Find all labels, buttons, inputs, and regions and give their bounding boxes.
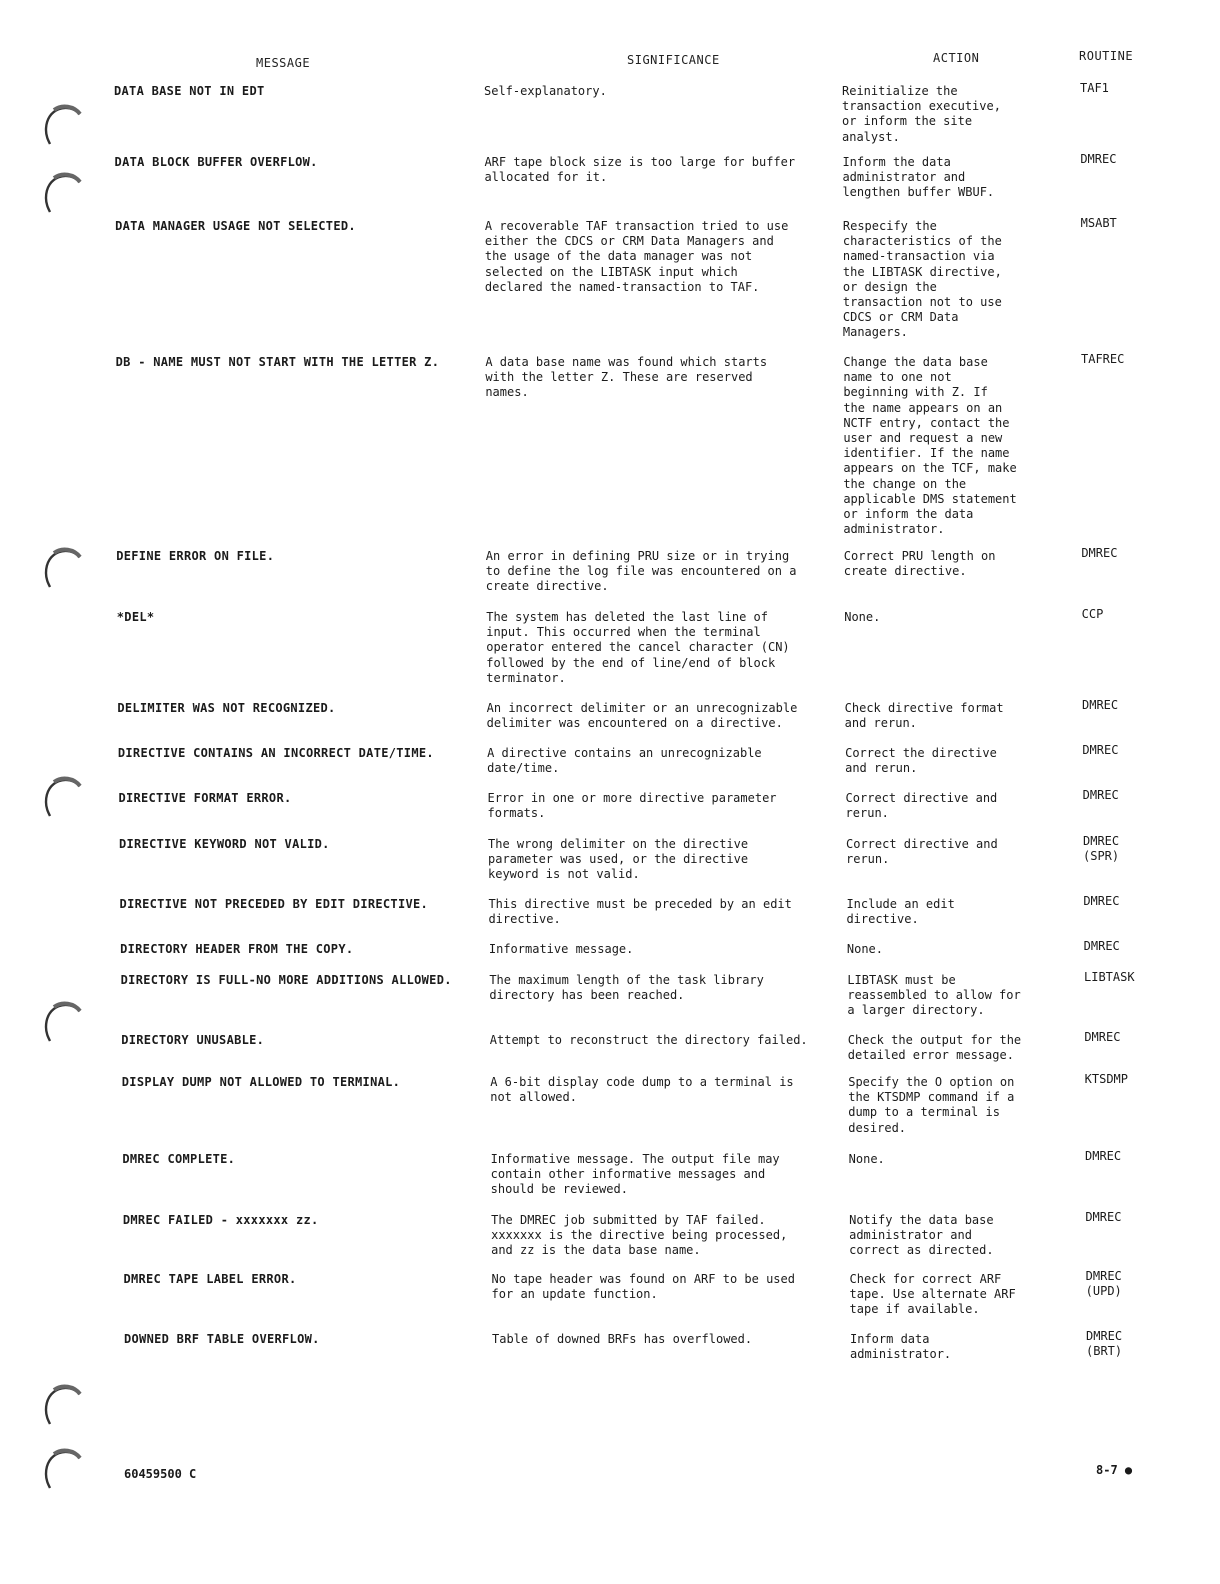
message-cell: DIRECTORY UNUSABLE. [121, 1033, 265, 1047]
message-cell: DIRECTIVE CONTAINS AN INCORRECT DATE/TIME. [117, 746, 434, 760]
message-cell: DATA BASE NOT IN EDT [114, 84, 265, 98]
routine-cell: LIBTASK [1084, 970, 1135, 984]
significance-cell: This directive must be preceded by an edit directive. [488, 897, 792, 927]
binder-punch-mark [40, 997, 84, 1045]
action-cell: None. [846, 942, 883, 956]
routine-cell: DMREC [1085, 1149, 1122, 1163]
message-cell: DATA BLOCK BUFFER OVERFLOW. [114, 155, 318, 169]
action-cell: Correct directive and rerun. [845, 791, 998, 821]
routine-cell: DMREC [1082, 698, 1119, 712]
action-cell: None. [844, 610, 881, 624]
header-routine: ROUTINE [1079, 49, 1134, 63]
significance-cell: An error in defining PRU size or in trying to define the log file was encountered on a create directive. [485, 549, 797, 594]
message-cell: DATA MANAGER USAGE NOT SELECTED. [115, 219, 356, 233]
significance-cell: The maximum length of the task library directory has been reached. [489, 973, 764, 1003]
significance-cell: Self-explanatory. [484, 84, 607, 98]
significance-cell: A directive contains an unrecognizable date/time. [487, 746, 762, 776]
action-cell: Specify the O option on the KTSDMP command if a dump to a terminal is desired. [848, 1075, 1015, 1135]
action-cell: Inform the data administrator and lengthen buffer WBUF. [842, 155, 995, 200]
action-cell: None. [848, 1152, 885, 1166]
action-cell: Notify the data base administrator and correct as directed. [849, 1213, 994, 1258]
message-cell: DELIMITER WAS NOT RECOGNIZED. [117, 701, 336, 715]
routine-cell: DMREC [1084, 1030, 1121, 1044]
header-action: ACTION [933, 51, 980, 65]
action-cell: Respecify the characteristics of the named-transaction via the LIBTASK directive, or design the transaction not to use CDCS or CRM Data Managers. [842, 219, 1002, 340]
significance-cell: Informative message. [488, 942, 634, 956]
significance-cell: A data base name was found which starts with the letter Z. These are reserved names. [485, 355, 768, 400]
significance-cell: No tape header was found on ARF to be used for an update function. [491, 1272, 795, 1302]
routine-cell: DMREC [1083, 939, 1120, 953]
significance-cell: A recoverable TAF transaction tried to use either the CDCS or CRM Data Managers and the usage of the data manager was not selected on the LIBTASK input which declared the named-transaction to TAF. [484, 219, 789, 294]
significance-cell: An incorrect delimiter or an unrecognizable delimiter was encountered on a directive. [486, 701, 798, 731]
routine-cell: DMREC (UPD) [1085, 1269, 1122, 1299]
action-cell: Check the output for the detailed error message. [847, 1033, 1022, 1063]
message-cell: DMREC COMPLETE. [122, 1152, 236, 1166]
message-cell: DB - NAME MUST NOT START WITH THE LETTER Z. [115, 355, 440, 369]
routine-cell: DMREC [1082, 743, 1119, 757]
message-cell: DIRECTIVE KEYWORD NOT VALID. [119, 837, 330, 851]
routine-cell: TAF1 [1080, 81, 1109, 95]
message-cell: DISPLAY DUMP NOT ALLOWED TO TERMINAL. [121, 1075, 401, 1089]
routine-cell: DMREC [1082, 788, 1119, 802]
significance-cell: Informative message. The output file may contain other informative messages and should be reviewed. [490, 1152, 780, 1197]
message-cell: DIRECTORY HEADER FROM THE COPY. [120, 942, 354, 956]
binder-punch-mark [40, 100, 84, 148]
routine-cell: DMREC (SPR) [1083, 834, 1120, 864]
document-number: 60459500 C [124, 1467, 197, 1481]
significance-cell: Table of downed BRFs has overflowed. [492, 1332, 753, 1346]
message-cell: DIRECTORY IS FULL-NO MORE ADDITIONS ALLOWED. [120, 973, 452, 987]
header-significance: SIGNIFICANCE [627, 53, 720, 67]
action-cell: Reinitialize the transaction executive, or inform the site analyst. [842, 84, 1001, 144]
routine-cell: CCP [1081, 607, 1104, 621]
significance-cell: The DMREC job submitted by TAF failed. xxxxxxx is the directive being processed, and zz is the data base name. [491, 1213, 788, 1258]
header-message: MESSAGE [256, 56, 311, 70]
routine-cell: TAFREC [1081, 352, 1125, 366]
action-cell: LIBTASK must be reassembled to allow for a larger directory. [847, 973, 1021, 1018]
binder-punch-mark [40, 1380, 84, 1428]
routine-cell: DMREC [1085, 1210, 1122, 1224]
action-cell: Inform data administrator. [850, 1332, 952, 1362]
action-cell: Change the data base name to one not beginning with Z. If the name appears on an NCTF entry, contact the user and request a new identifier. If the name appears on the TCF, make the change on the applicable DMS statement or inform the data administrator. [843, 355, 1017, 537]
action-cell: Correct the directive and rerun. [845, 746, 997, 776]
routine-cell: DMREC [1083, 894, 1120, 908]
action-cell: Correct PRU length on create directive. [843, 549, 996, 579]
message-cell: DEFINE ERROR ON FILE. [116, 549, 275, 563]
routine-cell: DMREC [1081, 546, 1118, 560]
routine-cell: KTSDMP [1084, 1072, 1129, 1086]
message-cell: DMREC TAPE LABEL ERROR. [123, 1272, 297, 1286]
routine-cell: DMREC [1080, 152, 1117, 166]
significance-cell: Error in one or more directive parameter formats. [487, 791, 777, 821]
significance-cell: A 6-bit display code dump to a terminal is not allowed. [490, 1075, 794, 1105]
message-cell: DIRECTIVE NOT PRECEDED BY EDIT DIRECTIVE. [119, 897, 429, 911]
binder-punch-mark [40, 1444, 84, 1492]
action-cell: Check directive format and rerun. [844, 701, 1004, 731]
binder-punch-mark [40, 543, 84, 591]
page-number: 8-7 ● [1096, 1463, 1133, 1477]
message-cell: *DEL* [116, 610, 155, 624]
message-cell: DMREC FAILED - xxxxxxx zz. [122, 1213, 319, 1227]
significance-cell: Attempt to reconstruct the directory failed. [489, 1033, 808, 1047]
routine-cell: MSABT [1080, 216, 1117, 230]
action-cell: Correct directive and rerun. [846, 837, 998, 867]
significance-cell: The wrong delimiter on the directive parameter was used, or the directive keyword is not valid. [488, 837, 749, 882]
routine-cell: DMREC (BRT) [1086, 1329, 1123, 1359]
action-cell: Check for correct ARF tape. Use alternate ARF tape if available. [849, 1272, 1016, 1317]
significance-cell: The system has deleted the last line of input. This occurred when the terminal operator entered the cancel character (CN) followed by the end of line/end of block terminator. [486, 610, 790, 685]
significance-cell: ARF tape block size is too large for buffer allocated for it. [484, 155, 796, 185]
binder-punch-mark [40, 772, 84, 820]
binder-punch-mark [40, 168, 84, 216]
message-cell: DIRECTIVE FORMAT ERROR. [118, 791, 292, 805]
message-cell: DOWNED BRF TABLE OVERFLOW. [124, 1332, 320, 1346]
action-cell: Include an edit directive. [846, 897, 955, 927]
